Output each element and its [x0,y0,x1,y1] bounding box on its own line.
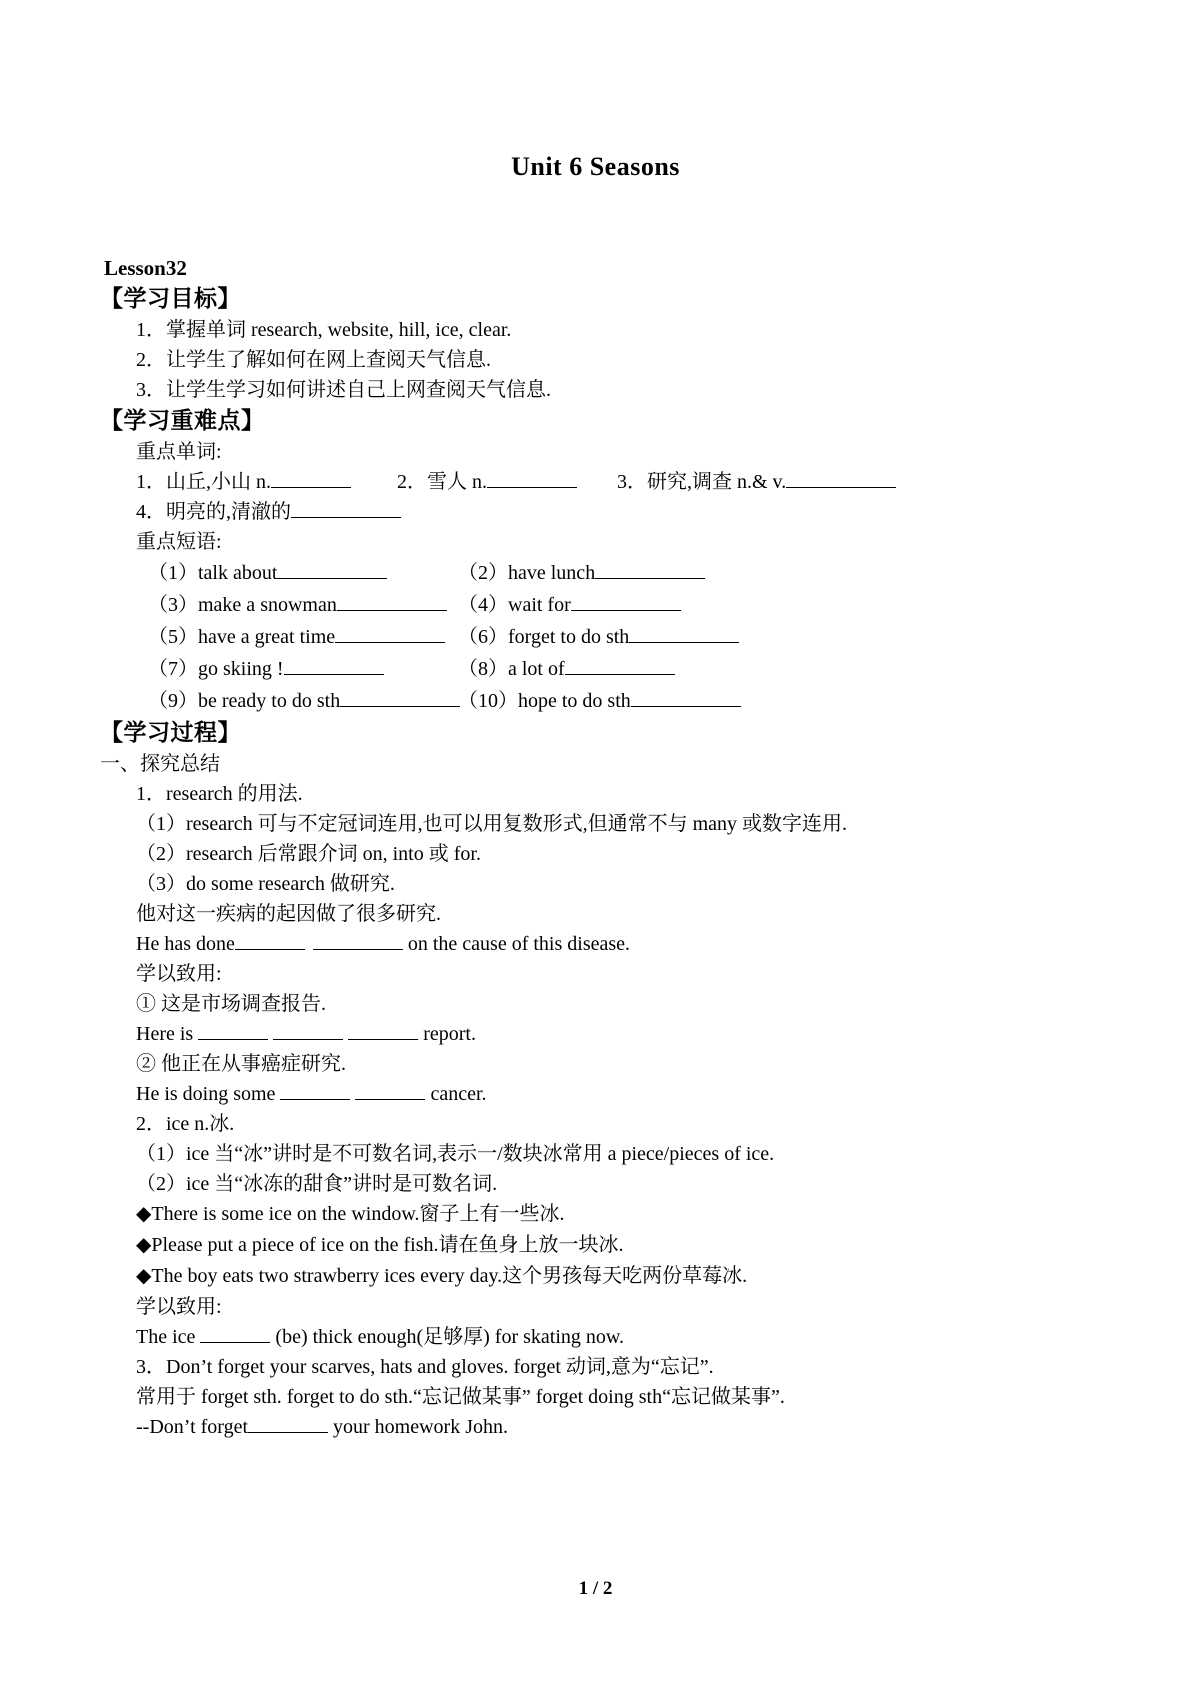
vocab-blank[interactable] [487,487,577,488]
ice-example: ◆There is some ice on the window.窗子上有一些冰. [136,1203,565,1225]
phrase-blank[interactable] [571,610,681,611]
phrase-row [96,653,1095,685]
answer-blank[interactable] [355,1099,425,1100]
exercise-chinese: ② 他正在从事癌症研究. [136,1053,346,1075]
answer-blank[interactable] [273,1039,343,1040]
lesson-label: Lesson32 [104,256,187,280]
phrase-row [96,685,1095,717]
research-example-chinese: 他对这一疾病的起因做了很多研究. [136,903,441,925]
forget-example: --Don’t forget your homework John. [136,1416,508,1438]
exercise-english: He is doing some cancer. [136,1083,487,1105]
phrase-blank[interactable] [337,610,447,611]
vocab-row [96,497,1095,527]
answer-blank[interactable] [280,1099,350,1100]
phrase-blank[interactable] [340,706,460,707]
phrase-item-1: （1）talk about [148,557,458,589]
forget-usage-title: 3．Don’t forget your scarves, hats and gloves. forget 动词,意为“忘记”. [136,1356,714,1378]
exercise-english: Here is report. [136,1023,476,1045]
answer-blank[interactable] [248,1432,328,1433]
objective-item: 2．让学生了解如何在网上查阅天气信息. [136,349,491,371]
ice-usage-title: 2．ice n.冰. [136,1113,235,1135]
research-example-english: He has done on the cause of this disease. [136,933,631,955]
answer-blank[interactable] [348,1039,418,1040]
research-usage-point: （3）do some research 做研究. [136,873,395,895]
vocab-item-1: 1．山丘,小山 n. [136,467,351,497]
page-title: Unit 6 Seasons [511,152,680,181]
forget-usage-text: 常用于 forget sth. forget to do sth.“忘记做某事” forget doing sth“忘记做某事”. [136,1386,785,1408]
answer-blank[interactable] [200,1342,270,1343]
apply-label: 学以致用: [136,1296,222,1318]
process-heading: 【学习过程】 [100,720,241,745]
vocab-blank[interactable] [786,487,896,488]
phrase-item-7: （7）go skiing ! [148,653,458,685]
vocab-row [96,467,1095,497]
vocab-item-3: 3．研究,调查 n.& v. [617,467,896,497]
phrase-item-2: （2）have lunch [458,557,705,589]
answer-blank[interactable] [313,949,403,950]
objective-item: 1．掌握单词 research, website, hill, ice, clear. [136,319,512,341]
vocab-label: 重点单词: [136,441,222,463]
phrase-blank[interactable] [277,578,387,579]
phrase-item-5: （5）have a great time [148,621,458,653]
vocab-blank[interactable] [271,487,351,488]
key-points-heading: 【学习重难点】 [100,408,265,433]
apply-label: 学以致用: [136,963,222,985]
vocab-item-4: 4．明亮的,清澈的 [136,497,401,527]
phrase-blank[interactable] [284,674,384,675]
phrase-row [96,557,1095,589]
ice-example: ◆The boy eats two strawberry ices every day.这个男孩每天吃两份草莓冰. [136,1265,748,1287]
page-number: 1 / 2 [578,1578,613,1599]
phrase-row [96,589,1095,621]
research-usage-point: （1）research 可与不定冠词连用,也可以用复数形式,但通常不与 many 或数字连用. [136,813,848,835]
answer-blank[interactable] [235,949,305,950]
ice-usage-point: （1）ice 当“冰”讲时是不可数名词,表示一/数块冰常用 a piece/pieces of ice. [136,1143,775,1165]
exercise-english: The ice (be) thick enough(足够厚) for skating now. [136,1326,625,1348]
phrases-label: 重点短语: [136,531,222,553]
phrase-item-10: （10）hope to do sth [458,685,741,717]
objectives-heading: 【学习目标】 [100,286,241,311]
research-usage-title: 1．research 的用法. [136,783,303,805]
ice-example: ◆Please put a piece of ice on the fish.请在鱼身上放一块冰. [136,1234,624,1256]
phrase-item-9: （9）be ready to do sth [148,685,458,717]
phrase-blank[interactable] [595,578,705,579]
phrase-blank[interactable] [335,642,445,643]
phrase-item-6: （6）forget to do sth [458,621,739,653]
phrase-blank[interactable] [631,706,741,707]
vocab-item-2: 2．雪人 n. [397,467,577,497]
exercise-chinese: ① 这是市场调查报告. [136,993,326,1015]
document-body [96,254,1095,1442]
phrase-item-8: （8）a lot of [458,653,675,685]
objective-item: 3．让学生学习如何讲述自己上网查阅天气信息. [136,379,551,401]
phrase-item-3: （3）make a snowman [148,589,458,621]
process-subheading: 一、探究总结 [100,753,220,775]
phrase-blank[interactable] [629,642,739,643]
answer-blank[interactable] [198,1039,268,1040]
phrase-row [96,621,1095,653]
ice-usage-point: （2）ice 当“冰冻的甜食”讲时是可数名词. [136,1173,498,1195]
phrase-item-4: （4）wait for [458,589,681,621]
phrase-blank[interactable] [565,674,675,675]
vocab-blank[interactable] [291,517,401,518]
research-usage-point: （2）research 后常跟介词 on, into 或 for. [136,843,481,865]
